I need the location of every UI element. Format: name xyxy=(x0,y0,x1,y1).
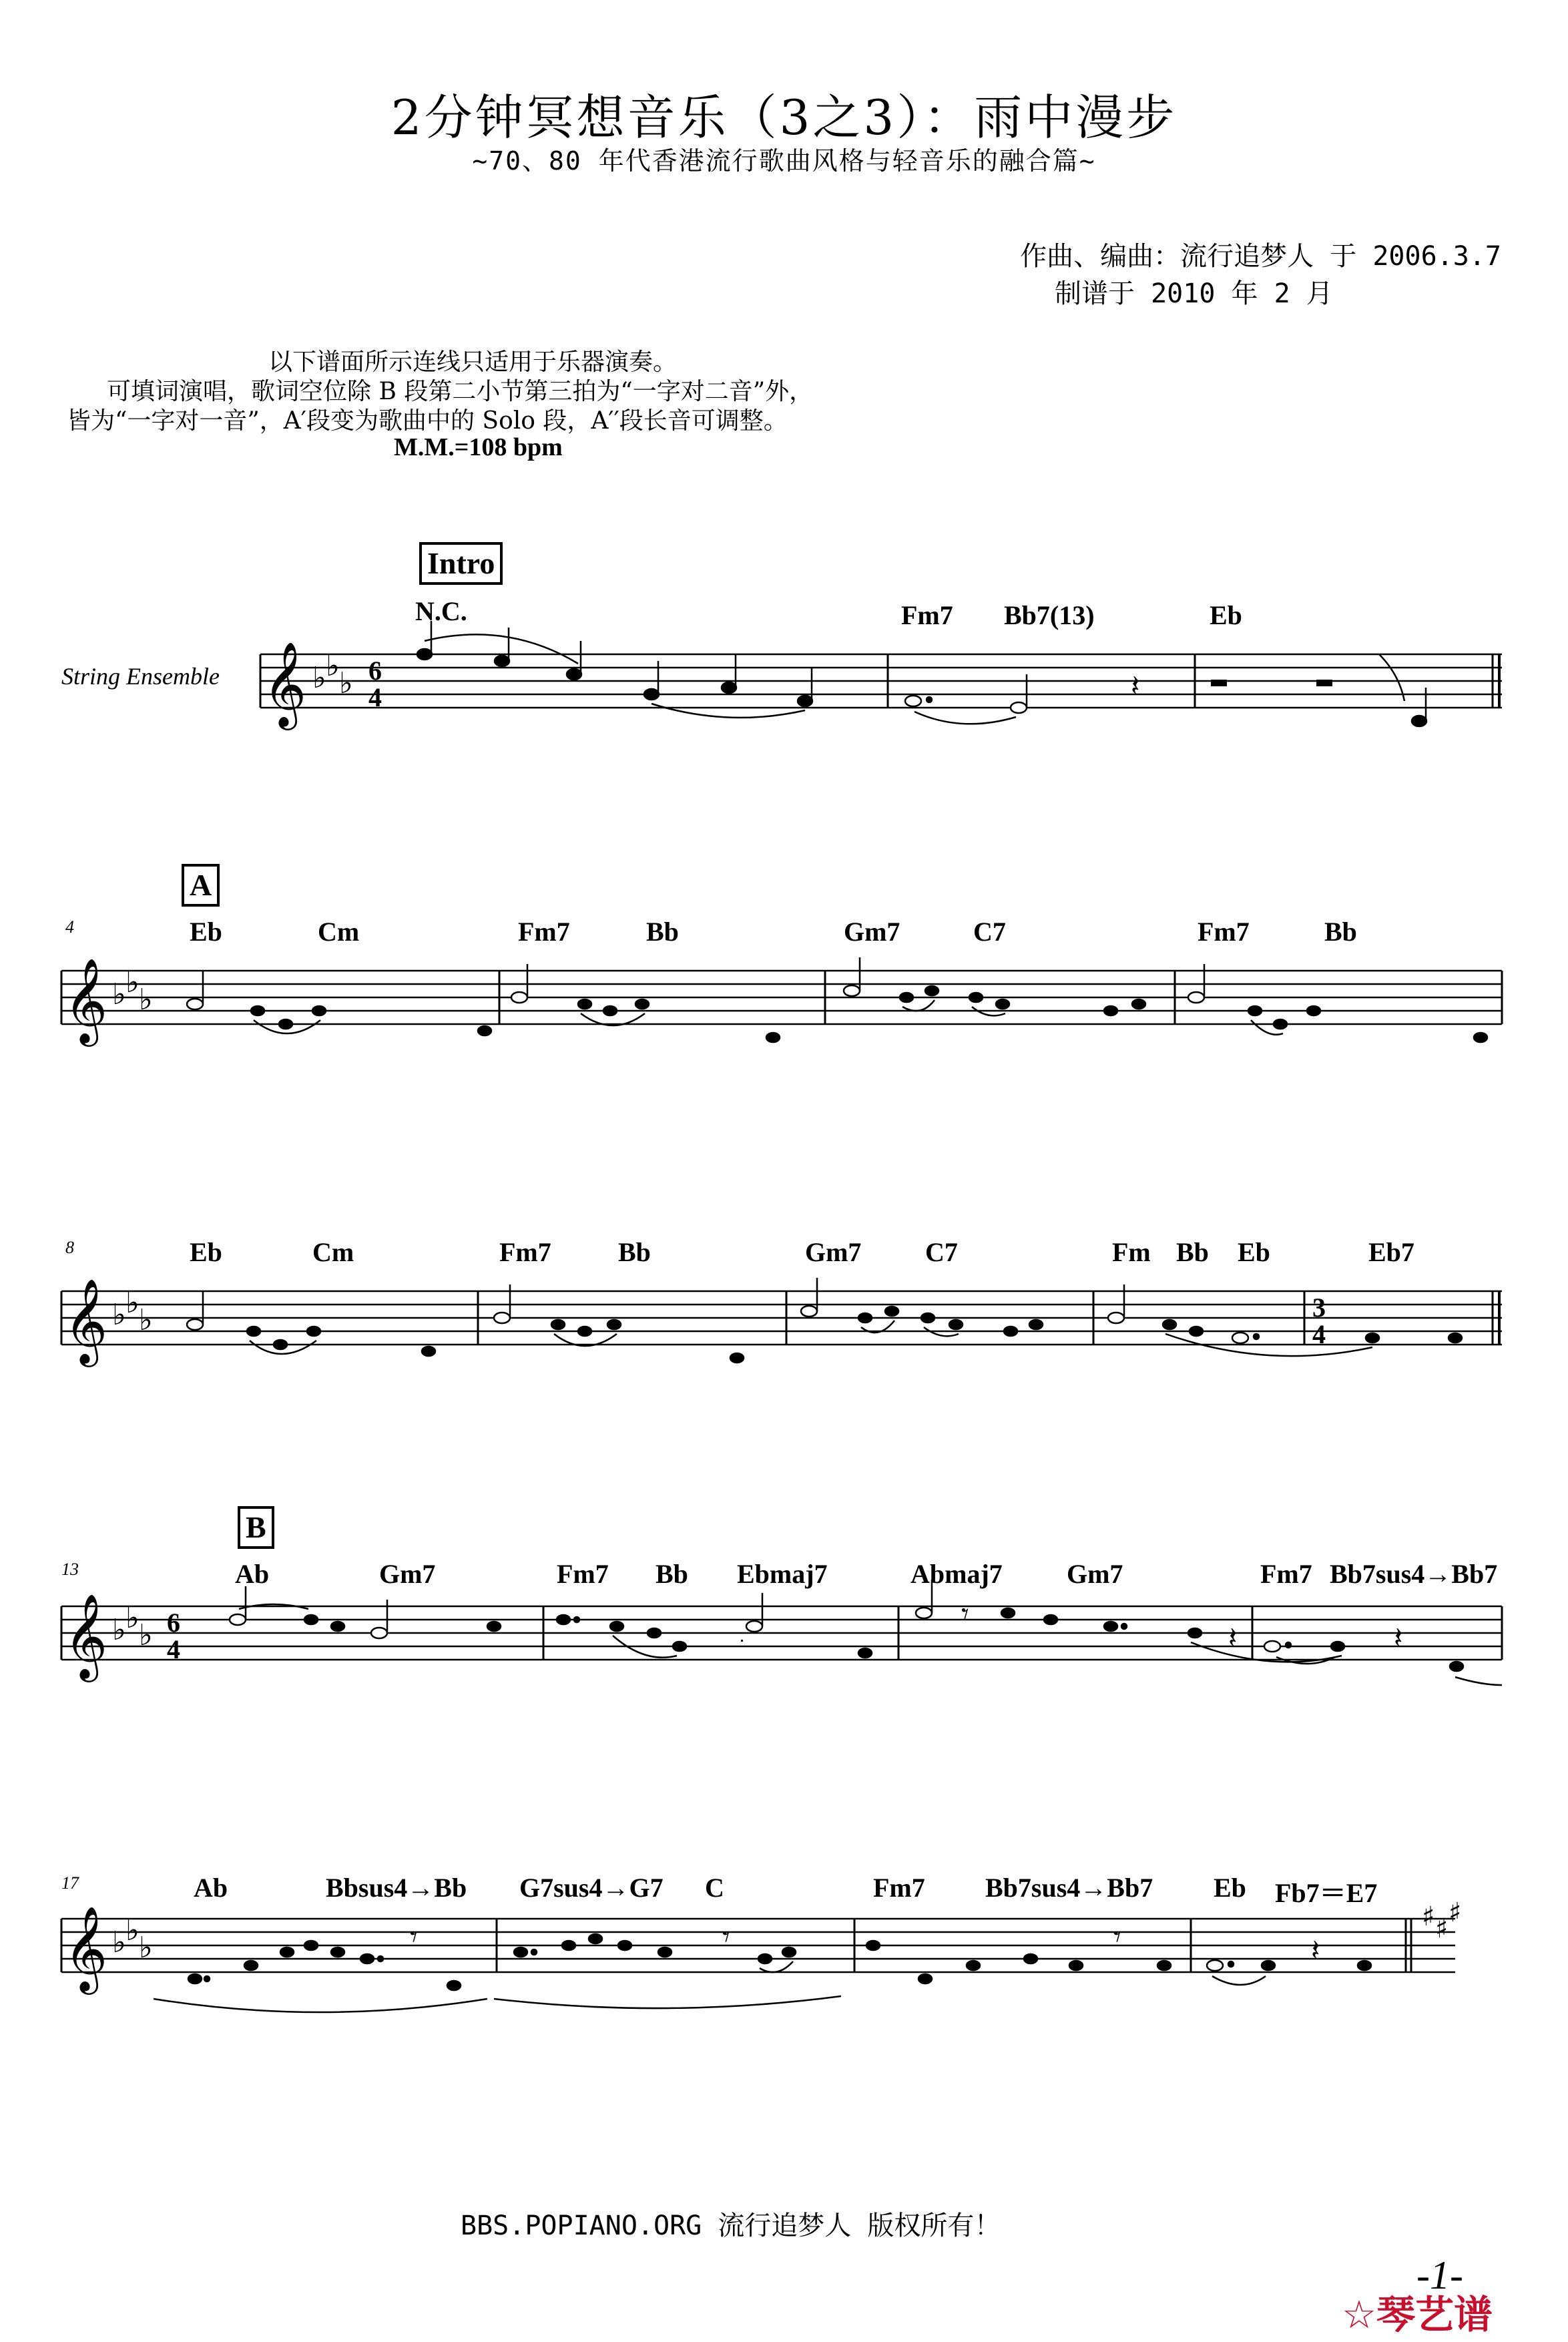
svg-text:𝄞: 𝄞 xyxy=(64,1593,108,1678)
chord-symbol: Fm7 xyxy=(499,1237,551,1267)
chord-symbol: Cm xyxy=(318,917,360,947)
svg-text:𝄽: 𝄽 xyxy=(1394,1621,1403,1655)
page-subtitle: ~70、80 年代香港流行歌曲风格与轻音乐的融合篇~ xyxy=(472,146,1096,176)
rehearsal-mark-a: A xyxy=(182,864,220,907)
svg-text:♭: ♭ xyxy=(312,661,326,695)
chord-symbol: Bb xyxy=(1324,917,1357,947)
svg-text:𝄾: 𝄾 xyxy=(961,1597,969,1631)
chord-symbol: Fm7 xyxy=(557,1559,609,1589)
rehearsal-mark-b: B xyxy=(238,1506,274,1549)
bar-number: 8 xyxy=(65,1238,74,1257)
svg-text:♯: ♯ xyxy=(1449,1897,1462,1928)
chord-symbol: Bb xyxy=(656,1559,688,1589)
rehearsal-mark-intro: Intro xyxy=(419,542,503,585)
composer-credit: 作曲、编曲：流行追梦人 于 2006.3.7 xyxy=(1020,241,1501,272)
svg-text:𝄾: 𝄾 xyxy=(1113,1920,1121,1954)
brand-logo xyxy=(1342,2283,1493,2339)
note-line-2: 可填词演唱，歌词空位除 B 段第二小节第三拍为“一字对二音”外， xyxy=(107,378,814,405)
svg-text:𝄾: 𝄾 xyxy=(410,1920,418,1954)
chord-symbol: Bbsus4→Bb xyxy=(326,1873,467,1903)
svg-text:♭: ♭ xyxy=(139,1931,153,1965)
copyright-notice: BBS.POPIANO.ORG 流行追梦人 版权所有！ xyxy=(461,2210,1001,2241)
chord-symbol: Fm7 xyxy=(1198,917,1250,947)
chord-symbol: Ebmaj7 xyxy=(737,1559,828,1589)
chord-symbol: Bb xyxy=(1176,1237,1209,1267)
svg-text:𝄽: 𝄽 xyxy=(1311,1933,1320,1967)
page-title: 2分钟冥想音乐（3之3）：雨中漫步 xyxy=(390,89,1178,146)
svg-text:𝄽: 𝄽 xyxy=(1131,669,1140,703)
chord-symbol: Gm7 xyxy=(805,1237,862,1267)
chord-symbol: Ab xyxy=(194,1873,228,1903)
bar-number: 17 xyxy=(61,1873,79,1893)
svg-text:♭: ♭ xyxy=(125,965,140,999)
svg-text:𝄞: 𝄞 xyxy=(64,957,108,1043)
chord-symbol: Abmaj7 xyxy=(910,1559,1003,1589)
chord-symbol: N.C. xyxy=(415,596,467,626)
chord-symbol: Fm7 xyxy=(873,1873,925,1903)
chord-symbol: Fm xyxy=(1112,1237,1151,1267)
note-line-1: 以下谱面所示连线只适用于乐器演奏。 xyxy=(268,348,678,376)
svg-text:♭: ♭ xyxy=(112,1925,126,1959)
chord-symbol: C7 xyxy=(925,1237,958,1267)
chord-symbol: Fm7 xyxy=(518,917,570,947)
svg-text:♭: ♭ xyxy=(139,1303,153,1337)
staff-system-1 xyxy=(0,641,1568,734)
chord-symbol: Gm7 xyxy=(1067,1559,1123,1589)
svg-text:♭: ♭ xyxy=(112,1613,126,1647)
time-signature-top: 3 xyxy=(1312,1293,1326,1323)
svg-text:♭: ♭ xyxy=(326,649,340,683)
time-signature-bottom: 4 xyxy=(368,682,382,712)
svg-text:𝄾: 𝄾 xyxy=(722,1920,730,1954)
staff-system-4 xyxy=(0,1593,1568,1706)
chord-symbol: C xyxy=(705,1873,724,1903)
time-signature-top: 6 xyxy=(167,1608,180,1638)
chord-symbol: Bb xyxy=(646,917,679,947)
chord-symbol: Fb7＝E7 xyxy=(1275,1878,1378,1908)
svg-text:♯: ♯ xyxy=(1422,1901,1435,1932)
svg-text:𝄽: 𝄽 xyxy=(1228,1621,1238,1655)
svg-text:♭: ♭ xyxy=(112,977,126,1011)
chord-symbol: Gm7 xyxy=(844,917,900,947)
chord-symbol: Fm7 xyxy=(1260,1559,1312,1589)
page-number: -1- xyxy=(1416,2253,1463,2297)
svg-text:♭: ♭ xyxy=(139,983,153,1017)
chord-symbol: Bb xyxy=(618,1237,651,1267)
svg-text:♭: ♭ xyxy=(125,1913,140,1947)
chord-symbol: Eb xyxy=(1210,600,1242,630)
logo-mark-icon: ☆ xyxy=(1342,2292,1376,2337)
time-signature-bottom: 4 xyxy=(167,1634,180,1664)
chord-symbol: Cm xyxy=(312,1237,354,1267)
tempo-marking: M.M.=108 bpm xyxy=(394,433,563,461)
time-signature-bottom: 4 xyxy=(1312,1319,1326,1349)
svg-text:♭: ♭ xyxy=(125,1601,140,1635)
svg-text:𝄞: 𝄞 xyxy=(64,1905,108,1991)
chord-symbol: C7 xyxy=(973,917,1006,947)
chord-symbol: Bb7sus4→Bb7 xyxy=(1330,1559,1498,1589)
svg-text:♭: ♭ xyxy=(339,666,353,700)
staff-system-3 xyxy=(0,1278,1568,1371)
svg-text:♭: ♭ xyxy=(125,1286,140,1320)
chord-symbol: Fm7 xyxy=(901,600,953,630)
svg-text:𝄞: 𝄞 xyxy=(263,641,307,726)
svg-text:♯: ♯ xyxy=(1435,1913,1449,1944)
bar-number: 13 xyxy=(61,1560,79,1579)
engraving-date: 制谱于 2010 年 2 月 xyxy=(1055,278,1333,309)
chord-symbol: Bb7(13) xyxy=(1004,600,1095,630)
svg-text:♭: ♭ xyxy=(112,1298,126,1332)
logo-text: 琴艺谱 xyxy=(1376,2292,1493,2337)
staff-system-2 xyxy=(0,957,1568,1051)
chord-symbol: Eb xyxy=(1238,1237,1270,1267)
chord-symbol: G7sus4→G7 xyxy=(519,1873,664,1903)
note-line-3: 皆为“一字对一音”，A′段变为歌曲中的 Solo 段，A′′段长音可调整。 xyxy=(67,407,788,435)
chord-symbol: Eb xyxy=(190,917,222,947)
staff-system-5 xyxy=(0,1897,1568,2032)
chord-symbol: Ab xyxy=(235,1559,270,1589)
instrument-name: String Ensemble xyxy=(61,663,220,690)
chord-symbol: Gm7 xyxy=(379,1559,436,1589)
chord-symbol: Eb xyxy=(190,1237,222,1267)
chord-symbol: Eb xyxy=(1214,1873,1246,1903)
chord-symbol: Bb7sus4→Bb7 xyxy=(985,1873,1153,1903)
svg-text:♭: ♭ xyxy=(139,1618,153,1652)
svg-text:𝄞: 𝄞 xyxy=(64,1278,108,1363)
chord-symbol: Eb7 xyxy=(1368,1237,1414,1267)
time-signature-top: 6 xyxy=(368,656,382,686)
bar-number: 4 xyxy=(65,917,74,937)
